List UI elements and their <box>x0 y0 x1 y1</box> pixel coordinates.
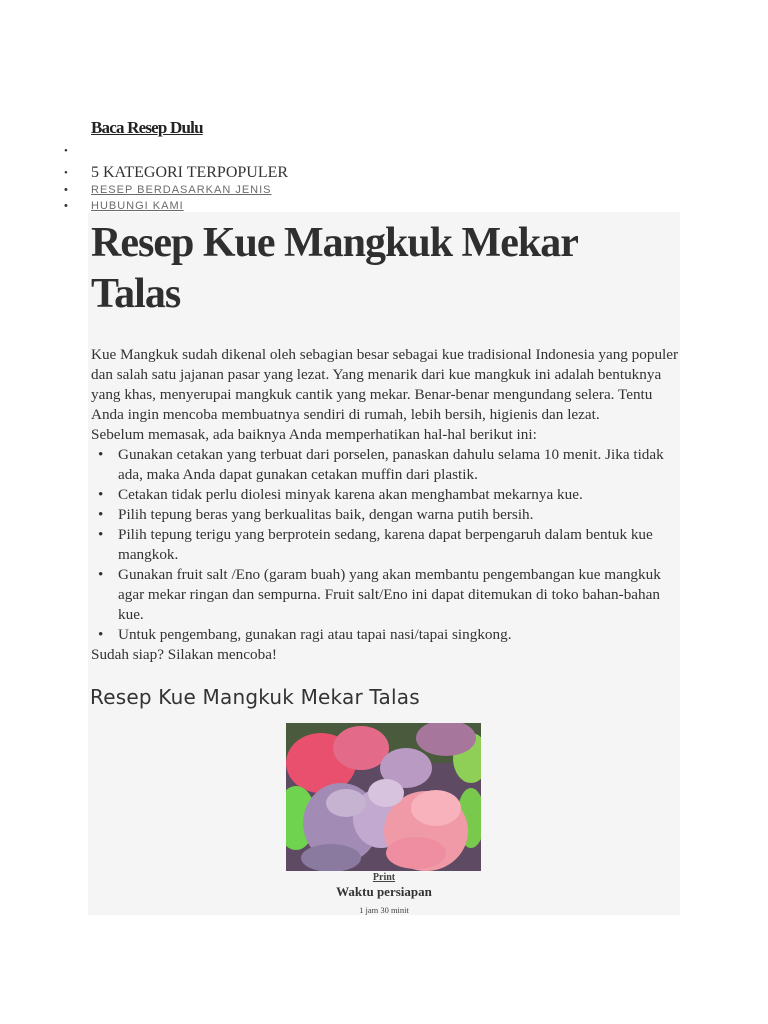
nav-item-popular-categories[interactable]: • 5 KATEGORI TERPOPULER <box>60 163 700 183</box>
tips-list <box>91 445 679 645</box>
tip-item: • Untuk pengembang, gunakan ragi atau tapai nasi/tapai singkong. <box>118 625 679 645</box>
tip-item: • Gunakan cetakan yang terbuat dari porselen, panaskan dahulu selama 10 menit. Jika tidak ada, maka Anda dapat gunakan cetakan muffin dari plastik. <box>118 445 679 485</box>
site-title-link[interactable]: Baca Resep Dulu <box>91 118 203 137</box>
tip-item: • Pilih tepung terigu yang berprotein sedang, karena dapat berpengaruh dalam bentuk kue mangkok. <box>118 525 679 565</box>
recipe-heading: Resep Kue Mangkuk Mekar Talas <box>90 685 420 709</box>
prep-time-label: Waktu persiapan <box>336 884 432 899</box>
nav-item-contact[interactable]: • HUBUNGI KAMI <box>60 199 700 215</box>
tip-item: • Gunakan fruit salt /Eno (garam buah) yang akan membantu pengembangan kue mangkuk agar mekar ringan dan sempurna. Fruit salt/Eno ini dapat ditemukan di toko bahan-bahan kue. <box>118 565 679 625</box>
prep-time-value: 1 jam 30 minit <box>359 905 409 915</box>
intro-paragraph: Kue Mangkuk sudah dikenal oleh sebagian besar sebagai kue tradisional Indonesia yang populer dan salah satu jajanan pasar yang lezat. Yang menarik dari kue mangkuk ini adalah bentuknya yang khas, menyerupai mangkuk cantik yang mekar. Benar-benar mengundang selera. Tentu Anda ingin mencoba membuatnya sendiri di rumah, lebih bersih, higienis dan lezat. <box>91 346 679 423</box>
closing-line: Sudah siap? Silakan mencoba! <box>91 646 277 663</box>
tip-item: • Cetakan tidak perlu diolesi minyak karena akan menghambat mekarnya kue. <box>118 485 679 505</box>
post-body <box>91 345 679 665</box>
post-title: Resep Kue Mangkuk Mekar Talas <box>91 220 578 317</box>
nav-menu <box>60 143 700 215</box>
print-link[interactable]: Print <box>372 872 396 883</box>
nav-item-empty <box>60 143 700 163</box>
nav-item-recipes-by-type[interactable]: • RESEP BERDASARKAN JENIS <box>60 183 700 199</box>
post-content <box>88 212 680 915</box>
tips-intro: Sebelum memasak, ada baiknya Anda memperhatikan hal-hal berikut ini: <box>91 426 537 443</box>
recipe-photo <box>286 723 481 871</box>
tip-item: • Pilih tepung beras yang berkualitas baik, dengan warna putih bersih. <box>118 505 679 525</box>
